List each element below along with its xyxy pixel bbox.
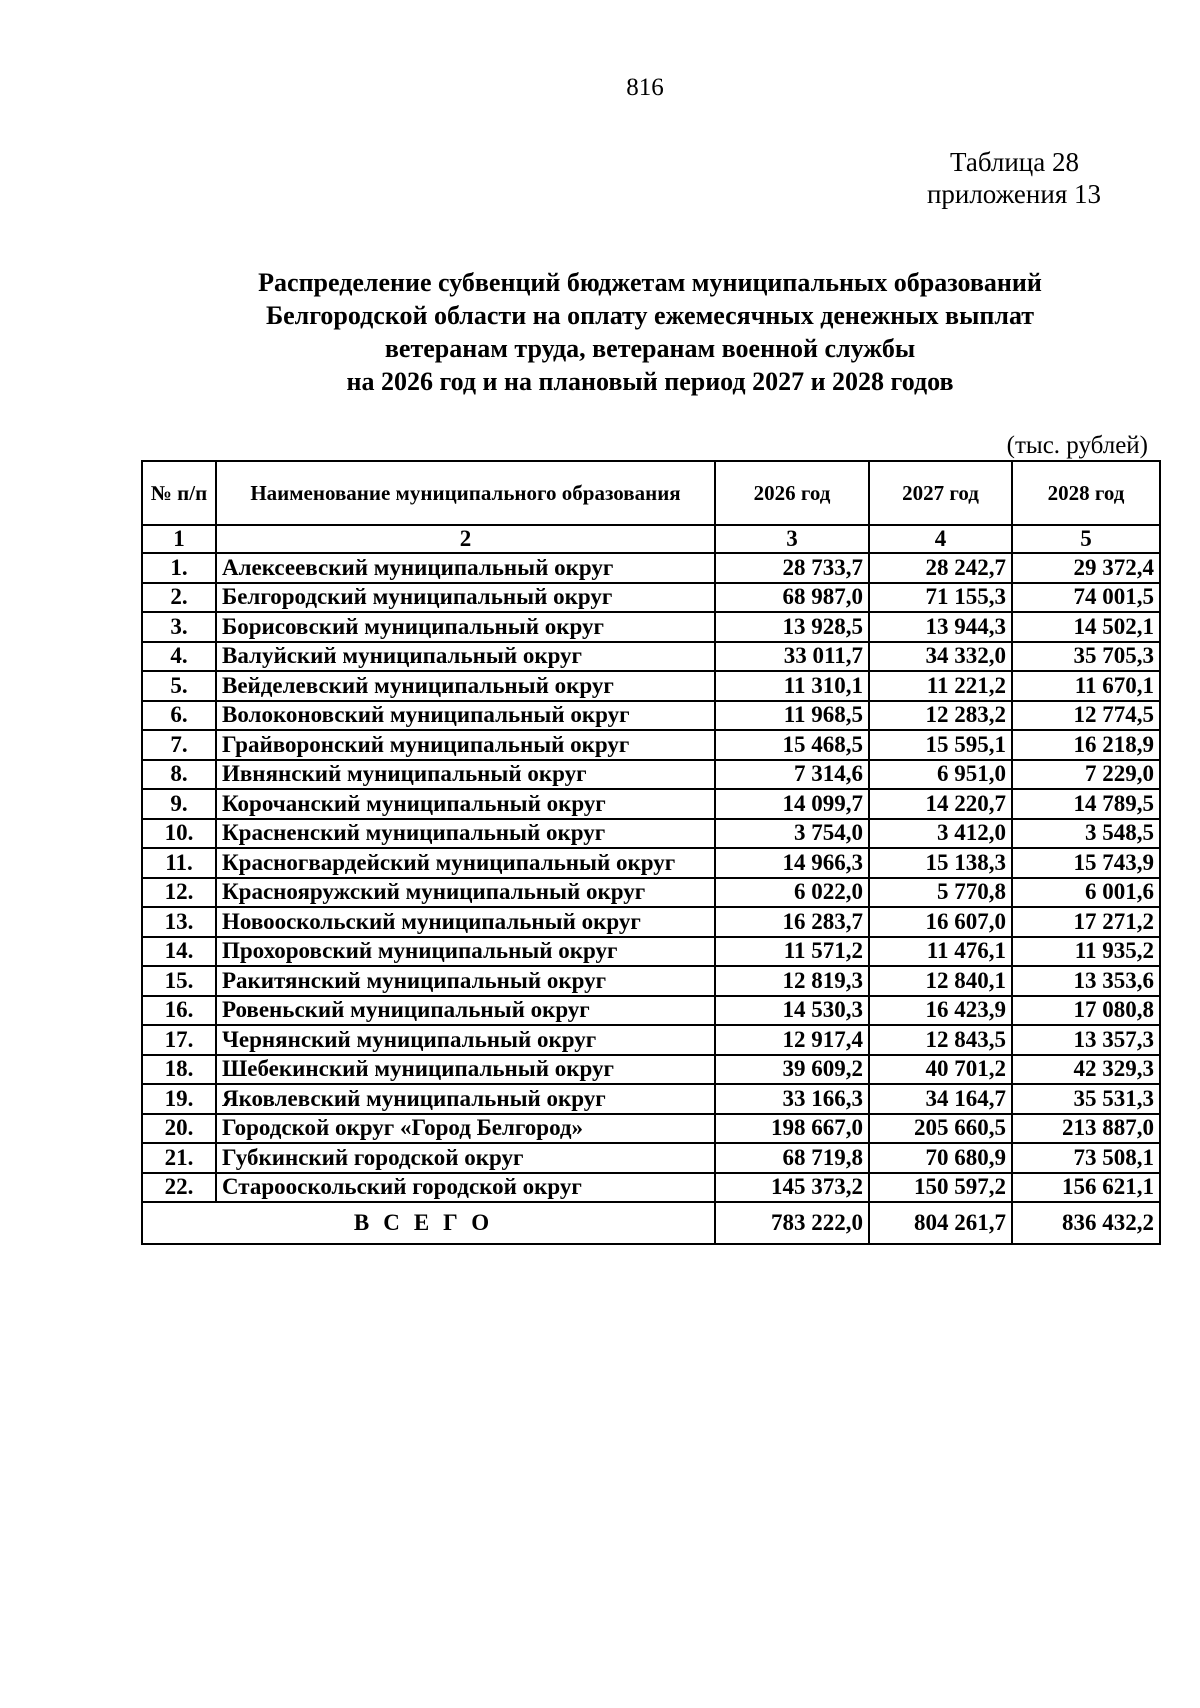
total-2026: 783 222,0 <box>715 1202 869 1244</box>
value-2026: 12 819,3 <box>715 966 869 996</box>
value-2026: 14 099,7 <box>715 789 869 819</box>
value-2026: 7 314,6 <box>715 760 869 790</box>
value-2028: 74 001,5 <box>1012 583 1160 613</box>
row-number: 21. <box>142 1143 216 1173</box>
value-2026: 13 928,5 <box>715 612 869 642</box>
municipality-name: Красненский муниципальный округ <box>216 819 715 849</box>
value-2027: 12 840,1 <box>869 966 1012 996</box>
table-row <box>142 937 1160 967</box>
table-row <box>142 848 1160 878</box>
row-number: 18. <box>142 1055 216 1085</box>
row-number: 15. <box>142 966 216 996</box>
title-line-4: на 2026 год и на плановый период 2027 и 2028 годов <box>346 367 954 396</box>
row-number: 16. <box>142 996 216 1026</box>
municipality-name: Новооскольский муниципальный округ <box>216 907 715 937</box>
municipality-name: Белгородский муниципальный округ <box>216 583 715 613</box>
value-2026: 14 966,3 <box>715 848 869 878</box>
municipality-name: Яковлевский муниципальный округ <box>216 1084 715 1114</box>
document-title <box>140 266 1160 398</box>
table-row <box>142 612 1160 642</box>
value-2026: 33 166,3 <box>715 1084 869 1114</box>
row-number: 6. <box>142 701 216 731</box>
value-2027: 11 476,1 <box>869 937 1012 967</box>
municipality-name: Валуйский муниципальный округ <box>216 642 715 672</box>
title-line-3: ветеранам труда, ветеранам военной службы <box>384 334 916 363</box>
value-2027: 40 701,2 <box>869 1055 1012 1085</box>
municipality-name: Ракитянский муниципальный округ <box>216 966 715 996</box>
municipality-name: Красногвардейский муниципальный округ <box>216 848 715 878</box>
value-2027: 71 155,3 <box>869 583 1012 613</box>
value-2026: 15 468,5 <box>715 730 869 760</box>
value-2028: 17 080,8 <box>1012 996 1160 1026</box>
value-2028: 11 935,2 <box>1012 937 1160 967</box>
value-2026: 39 609,2 <box>715 1055 869 1085</box>
value-2026: 14 530,3 <box>715 996 869 1026</box>
row-number: 12. <box>142 878 216 908</box>
row-number: 22. <box>142 1173 216 1203</box>
value-2028: 35 705,3 <box>1012 642 1160 672</box>
table-row <box>142 1055 1160 1085</box>
municipality-name: Старооскольский городской округ <box>216 1173 715 1203</box>
value-2028: 35 531,3 <box>1012 1084 1160 1114</box>
value-2027: 15 595,1 <box>869 730 1012 760</box>
row-number: 2. <box>142 583 216 613</box>
value-2026: 198 667,0 <box>715 1114 869 1144</box>
value-2027: 14 220,7 <box>869 789 1012 819</box>
municipality-name: Ивнянский муниципальный округ <box>216 760 715 790</box>
municipality-name: Чернянский муниципальный округ <box>216 1025 715 1055</box>
value-2026: 6 022,0 <box>715 878 869 908</box>
value-2028: 15 743,9 <box>1012 848 1160 878</box>
row-number: 17. <box>142 1025 216 1055</box>
row-number: 3. <box>142 612 216 642</box>
value-2027: 13 944,3 <box>869 612 1012 642</box>
table-header-row <box>142 461 1160 525</box>
table-row <box>142 1084 1160 1114</box>
value-2026: 33 011,7 <box>715 642 869 672</box>
subventions-table <box>141 460 1161 1245</box>
header-2027: 2027 год <box>869 461 1012 525</box>
table-row <box>142 671 1160 701</box>
value-2026: 11 571,2 <box>715 937 869 967</box>
municipality-name: Городской округ «Город Белгород» <box>216 1114 715 1144</box>
table-row <box>142 1114 1160 1144</box>
table-row <box>142 760 1160 790</box>
value-2027: 12 843,5 <box>869 1025 1012 1055</box>
value-2027: 28 242,7 <box>869 553 1012 583</box>
table-row <box>142 730 1160 760</box>
value-2027: 16 607,0 <box>869 907 1012 937</box>
municipality-name: Шебекинский муниципальный округ <box>216 1055 715 1085</box>
value-2026: 3 754,0 <box>715 819 869 849</box>
total-2028: 836 432,2 <box>1012 1202 1160 1244</box>
table-row <box>142 1173 1160 1203</box>
value-2027: 15 138,3 <box>869 848 1012 878</box>
table-row <box>142 642 1160 672</box>
table-ref-line-1: Таблица 28 <box>950 147 1079 177</box>
page-number: 816 <box>626 74 664 101</box>
table-reference <box>927 146 1101 210</box>
municipality-name: Грайворонский муниципальный округ <box>216 730 715 760</box>
value-2026: 11 310,1 <box>715 671 869 701</box>
units-label: (тыс. рублей) <box>1006 432 1148 459</box>
table-row <box>142 966 1160 996</box>
value-2027: 3 412,0 <box>869 819 1012 849</box>
column-number: 3 <box>715 525 869 553</box>
value-2027: 150 597,2 <box>869 1173 1012 1203</box>
value-2028: 16 218,9 <box>1012 730 1160 760</box>
row-number: 7. <box>142 730 216 760</box>
value-2027: 6 951,0 <box>869 760 1012 790</box>
table-row <box>142 1143 1160 1173</box>
header-municipality: Наименование муниципального образования <box>216 461 715 525</box>
value-2026: 12 917,4 <box>715 1025 869 1055</box>
value-2026: 28 733,7 <box>715 553 869 583</box>
value-2028: 13 353,6 <box>1012 966 1160 996</box>
value-2027: 34 332,0 <box>869 642 1012 672</box>
row-number: 8. <box>142 760 216 790</box>
row-number: 1. <box>142 553 216 583</box>
table-row <box>142 553 1160 583</box>
row-number: 5. <box>142 671 216 701</box>
value-2028: 17 271,2 <box>1012 907 1160 937</box>
value-2028: 29 372,4 <box>1012 553 1160 583</box>
value-2028: 6 001,6 <box>1012 878 1160 908</box>
title-line-1: Распределение субвенций бюджетам муниципальных образований <box>258 268 1042 297</box>
value-2027: 12 283,2 <box>869 701 1012 731</box>
total-2027: 804 261,7 <box>869 1202 1012 1244</box>
table-row <box>142 996 1160 1026</box>
municipality-name: Корочанский муниципальный округ <box>216 789 715 819</box>
column-number: 1 <box>142 525 216 553</box>
column-number: 5 <box>1012 525 1160 553</box>
table-row <box>142 878 1160 908</box>
municipality-name: Алексеевский муниципальный округ <box>216 553 715 583</box>
column-number: 2 <box>216 525 715 553</box>
value-2028: 13 357,3 <box>1012 1025 1160 1055</box>
value-2028: 7 229,0 <box>1012 760 1160 790</box>
value-2027: 205 660,5 <box>869 1114 1012 1144</box>
value-2027: 34 164,7 <box>869 1084 1012 1114</box>
value-2028: 73 508,1 <box>1012 1143 1160 1173</box>
value-2028: 14 502,1 <box>1012 612 1160 642</box>
row-number: 11. <box>142 848 216 878</box>
value-2026: 16 283,7 <box>715 907 869 937</box>
value-2028: 156 621,1 <box>1012 1173 1160 1203</box>
row-number: 9. <box>142 789 216 819</box>
value-2028: 3 548,5 <box>1012 819 1160 849</box>
title-line-2: Белгородской области на оплату ежемесячных денежных выплат <box>265 301 1035 330</box>
column-number: 4 <box>869 525 1012 553</box>
table-row <box>142 789 1160 819</box>
table-row <box>142 1025 1160 1055</box>
municipality-name: Вейделевский муниципальный округ <box>216 671 715 701</box>
value-2028: 11 670,1 <box>1012 671 1160 701</box>
table-row <box>142 583 1160 613</box>
municipality-name: Прохоровский муниципальный округ <box>216 937 715 967</box>
total-label: ВСЕГО <box>142 1202 715 1244</box>
row-number: 13. <box>142 907 216 937</box>
value-2028: 12 774,5 <box>1012 701 1160 731</box>
value-2028: 14 789,5 <box>1012 789 1160 819</box>
municipality-name: Ровеньский муниципальный округ <box>216 996 715 1026</box>
table-row <box>142 819 1160 849</box>
value-2028: 213 887,0 <box>1012 1114 1160 1144</box>
value-2027: 11 221,2 <box>869 671 1012 701</box>
row-number: 4. <box>142 642 216 672</box>
municipality-name: Губкинский городской округ <box>216 1143 715 1173</box>
municipality-name: Волоконовский муниципальный округ <box>216 701 715 731</box>
row-number: 19. <box>142 1084 216 1114</box>
municipality-name: Борисовский муниципальный округ <box>216 612 715 642</box>
header-2026: 2026 год <box>715 461 869 525</box>
column-number-row <box>142 525 1160 553</box>
value-2026: 68 987,0 <box>715 583 869 613</box>
row-number: 20. <box>142 1114 216 1144</box>
value-2026: 11 968,5 <box>715 701 869 731</box>
value-2026: 68 719,8 <box>715 1143 869 1173</box>
header-2028: 2028 год <box>1012 461 1160 525</box>
row-number: 10. <box>142 819 216 849</box>
value-2027: 70 680,9 <box>869 1143 1012 1173</box>
row-number: 14. <box>142 937 216 967</box>
value-2028: 42 329,3 <box>1012 1055 1160 1085</box>
total-row <box>142 1202 1160 1244</box>
municipality-name: Краснояружский муниципальный округ <box>216 878 715 908</box>
value-2027: 16 423,9 <box>869 996 1012 1026</box>
header-number: № п/п <box>142 461 216 525</box>
table-ref-line-2: приложения 13 <box>926 179 1101 209</box>
value-2027: 5 770,8 <box>869 878 1012 908</box>
table-row <box>142 701 1160 731</box>
value-2026: 145 373,2 <box>715 1173 869 1203</box>
table-row <box>142 907 1160 937</box>
